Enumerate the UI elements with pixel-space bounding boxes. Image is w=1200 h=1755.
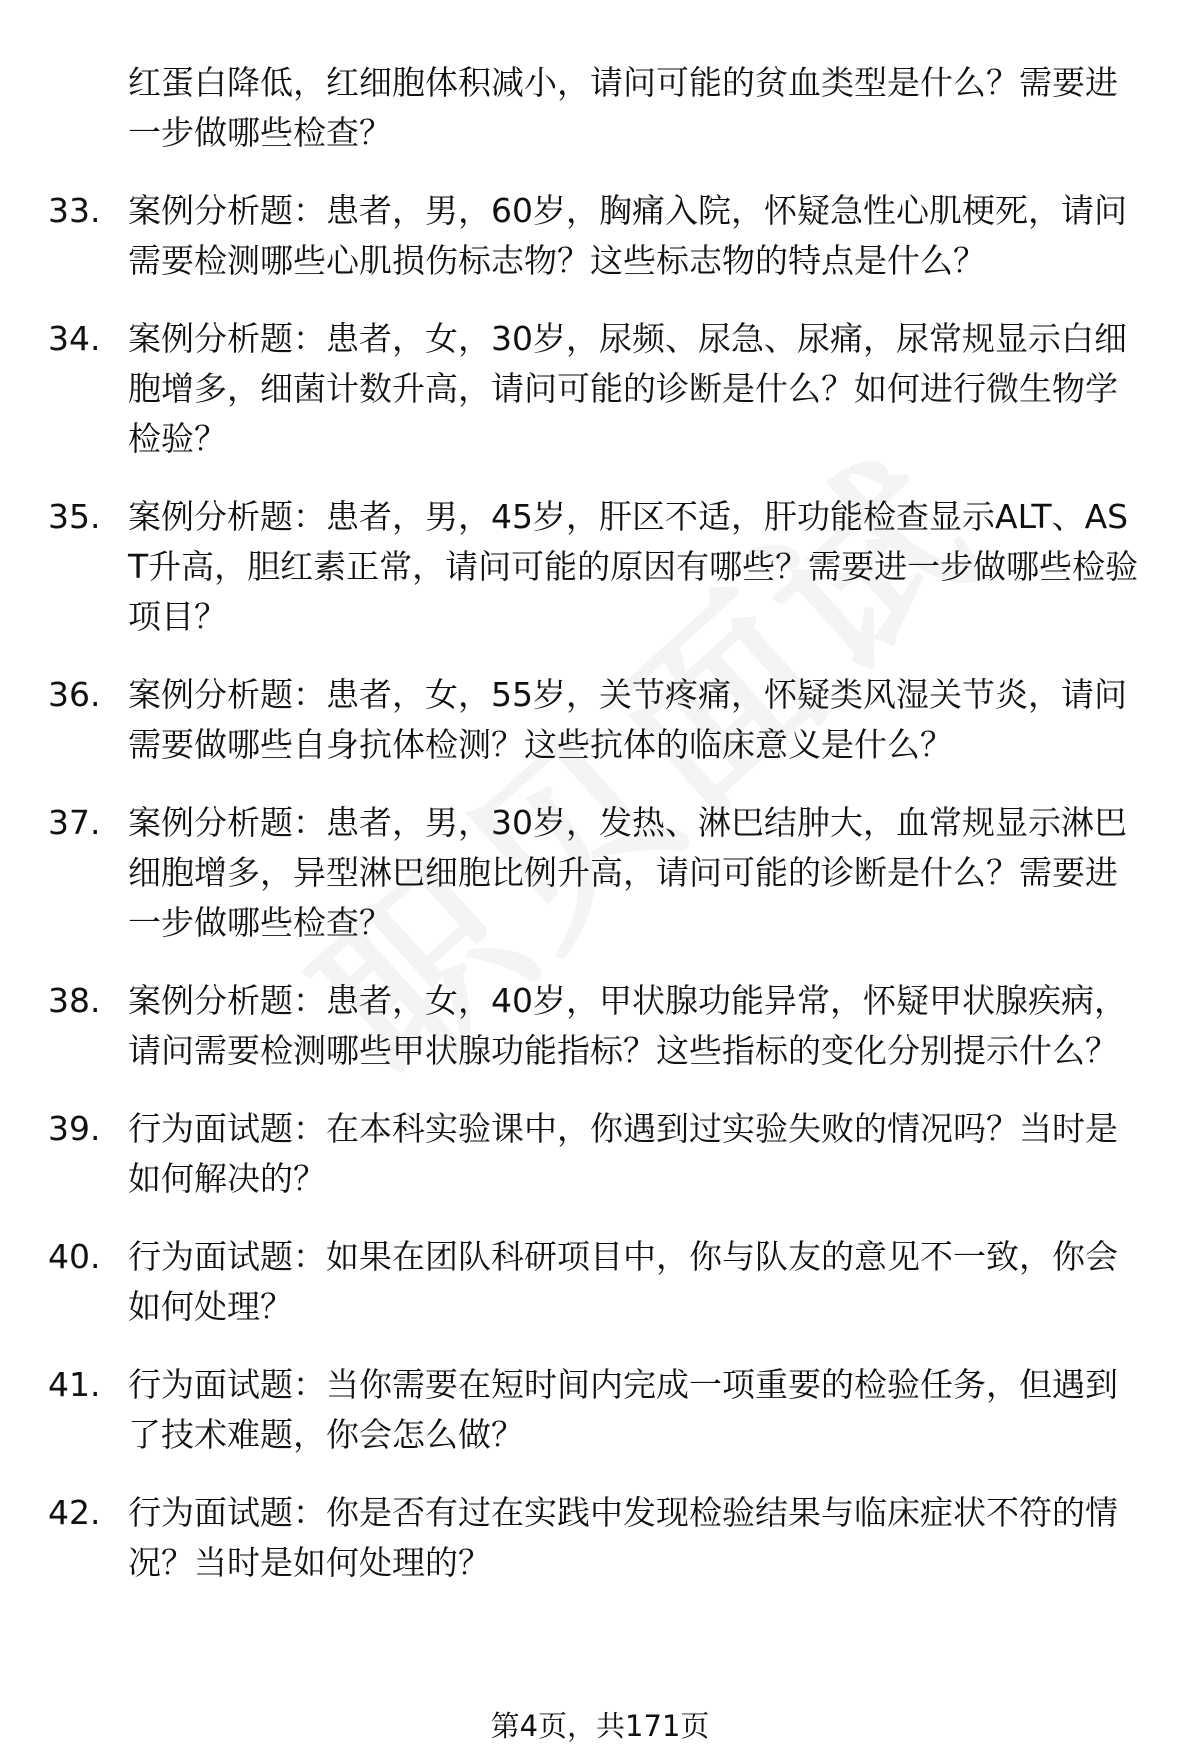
question-number: 40. (48, 1237, 101, 1276)
page-footer: 第4页，共171页 (490, 1709, 710, 1743)
list-item (0, 1488, 1200, 1588)
question-text: 行为面试题：如果在团队科研项目中，你与队友的意见不一致，你会如何处理？ (128, 1237, 1118, 1326)
question-text: 行为面试题：在本科实验课中，你遇到过实验失败的情况吗？当时是如何解决的？ (128, 1109, 1118, 1198)
question-text: 案例分析题：患者，女，40岁，甲状腺功能异常，怀疑甲状腺疾病，请问需要检测哪些甲状腺功能指标？这些指标的变化分别提示什么？ (128, 981, 1127, 1070)
question-number: 39. (48, 1109, 101, 1148)
question-text: 案例分析题：患者，男，45岁，肝区不适，肝功能检查显示ALT、AST升高，胆红素正常，请问可能的原因有哪些？需要进一步做哪些检验项目？ (128, 497, 1139, 636)
question-text: 行为面试题：你是否有过在实践中发现检验结果与临床症状不符的情况？当时是如何处理的？ (128, 1493, 1118, 1582)
question-number: 33. (48, 191, 101, 230)
question-text: 案例分析题：患者，男，30岁，发热、淋巴结肿大，血常规显示淋巴细胞增多，异型淋巴细胞比例升高，请问可能的诊断是什么？需要进一步做哪些检查？ (128, 803, 1127, 942)
list-item (0, 1104, 1200, 1204)
question-text: 行为面试题：当你需要在短时间内完成一项重要的检验任务，但遇到了技术难题，你会怎么做？ (128, 1365, 1118, 1454)
list-item (0, 58, 1200, 158)
question-text: 案例分析题：患者，女，30岁，尿频、尿急、尿痛，尿常规显示白细胞增多，细菌计数升高，请问可能的诊断是什么？如何进行微生物学检验？ (128, 319, 1127, 458)
list-item (0, 670, 1200, 770)
question-text: 案例分析题：患者，男，60岁，胸痛入院，怀疑急性心肌梗死，请问需要检测哪些心肌损伤标志物？这些标志物的特点是什么？ (128, 191, 1127, 280)
list-item (0, 1360, 1200, 1460)
question-number: 42. (48, 1493, 101, 1532)
question-number: 38. (48, 981, 101, 1020)
list-item (0, 1232, 1200, 1332)
list-item (0, 798, 1200, 948)
question-number: 35. (48, 497, 101, 536)
question-number: 41. (48, 1365, 101, 1404)
list-item (0, 314, 1200, 464)
question-text: 案例分析题：患者，女，55岁，关节疼痛，怀疑类风湿关节炎，请问需要做哪些自身抗体检测？这些抗体的临床意义是什么？ (128, 675, 1127, 764)
list-item (0, 492, 1200, 642)
question-number: 37. (48, 803, 101, 842)
question-text: 红蛋白降低，红细胞体积减小，请问可能的贫血类型是什么？需要进一步做哪些检查？ (128, 63, 1118, 152)
question-number: 36. (48, 675, 101, 714)
list-item (0, 976, 1200, 1076)
question-list (0, 58, 1200, 1616)
list-item (0, 186, 1200, 286)
question-number: 34. (48, 319, 101, 358)
